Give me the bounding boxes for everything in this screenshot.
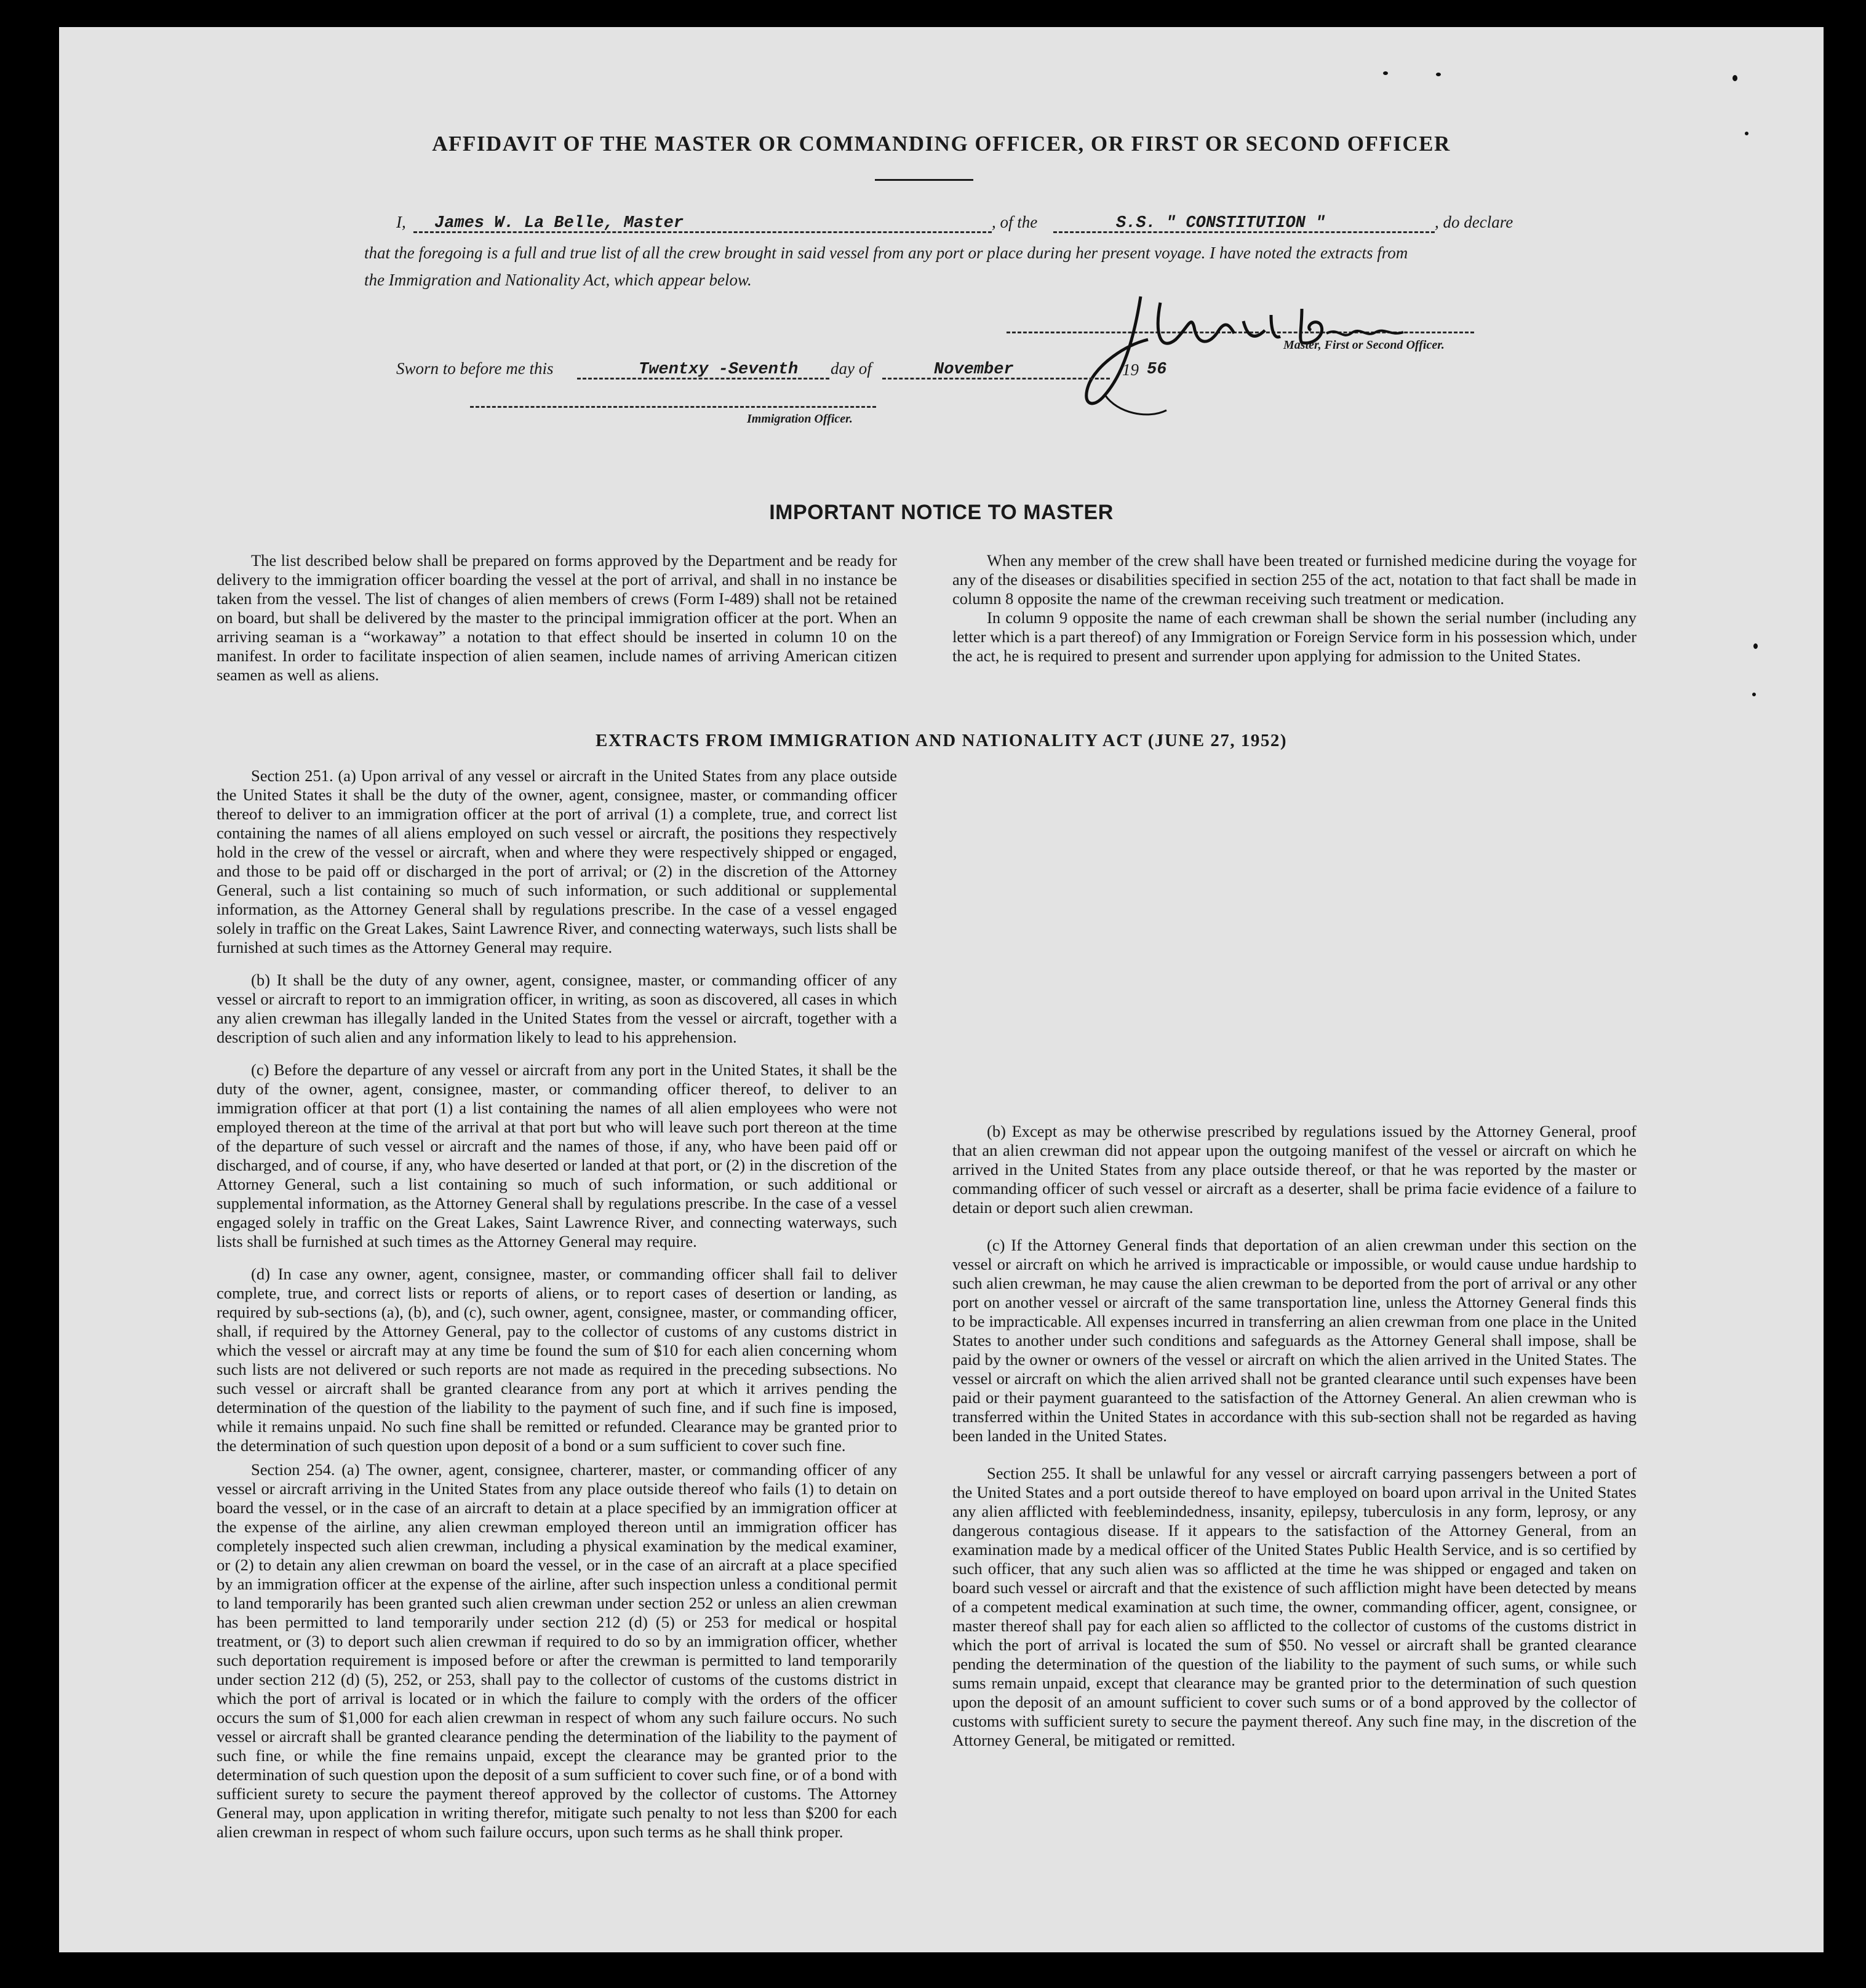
year-value: 56 <box>1147 360 1167 379</box>
day-of-label: day of <box>831 359 872 378</box>
declaration-line-3: the Immigration and Nationality Act, which appear below. <box>364 271 752 289</box>
scan-speck <box>1436 73 1441 76</box>
scan-speck <box>1732 75 1737 81</box>
sworn-label: Sworn to before me this <box>396 359 554 378</box>
notice-right-paragraph-2: In column 9 opposite the name of each crewman shall be shown the serial number (including any letter which is a part thereof) of any Immigration or Foreign Service form in his possession which, under the act, he is required to present and surrender upon applying for admission to the United States. <box>952 608 1637 665</box>
section-254c: (c) If the Attorney General finds that deportation of an alien crewman under this section on the vessel or aircraft on which he arrived is impracticable or impossible, or would cause undue hardship to such alien crewman, he may cause the alien crewman to be deported from the port of arrival or any other port on another vessel or aircraft of the same transportation line, unless the Attorney General finds this to be impracticable. All expenses incurred in transferring an alien crewman from one place in the United States to another under such conditions and safeguards as the Attorney General shall impose, shall be paid by the owner or owners of the vessel or aircraft on which the alien arrived in the United States. The vessel or aircraft on which the alien arrived shall not be granted clearance until such expenses have been paid or their payment guaranteed to the satisfaction of the Attorney General. An alien crewman who is transferred within the United States in accordance with this sub-section shall not be regarded as having been landed in the United States. <box>952 1236 1637 1445</box>
do-declare-label: , do declare <box>1435 213 1513 231</box>
section-255: Section 255. It shall be unlawful for any vessel or aircraft carrying passengers between a port of the United States and a port outside thereof to have employed on board upon arrival in the United States any alien afflicted with feeblemindedness, insanity, epilepsy, tuberculosis in any form, leprosy, or any dangerous contagious disease. If it appears to the satisfaction of the Attorney General, from an examination made by a medical officer of the United States Public Health Service, and is so certified by such officer, that any such alien was so afflicted at the time he was shipped or engaged and taken on board such vessel or aircraft and that the existence of such affliction might have been detected by means of a competent medical examination at such time, the owner, commanding officer, agent, consignee, or master thereof shall pay for each alien so afflicted to the collector of customs of the customs district in which the port of arrival is located the sum of $50. No vessel or aircraft shall be granted clearance pending the determination of the question of the liability to the payment of such sums, or while such sums remain unpaid, except that clearance may be granted prior to the determination of such question upon the deposit of an amount sufficient to cover such sums or of a bond approved by the collector of customs with sufficient surety to secure the payment thereof. Any such fine may, in the discretion of the Attorney General, be mitigated or remitted. <box>952 1464 1637 1749</box>
scan-speck <box>1752 693 1756 696</box>
extracts-title: EXTRACTS FROM IMMIGRATION AND NATIONALITY ACT (JUNE 27, 1952) <box>595 731 1288 750</box>
month-value: November <box>934 360 1014 379</box>
declaration-line-1 <box>396 213 1565 235</box>
section-251c: (c) Before the departure of any vessel or aircraft from any port in the United States, it shall be the duty of the owner, agent, consignee, master, or commanding officer thereof, to deliver to an immigration officer at that port (1) a list containing the names of all alien employees who were not employed thereon at the time of the arrival at that port but who will leave such port thereon at the time of the departure of such vessel or aircraft and the names of those, if any, who have been paid off or discharged, and of course, if any, who have deserted or landed at that port, or (2) in the discretion of the Attorney General, such a list containing so much of such information, or such additional or supplemental information, as the Attorney General shall by regulations prescribe. In the case of a vessel engaged solely in traffic on the Great Lakes, Saint Lawrence River, and connecting waterways, such lists shall be furnished at such times as the Attorney General may require. <box>217 1060 897 1250</box>
section-254b: (b) Except as may be otherwise prescribed by regulations issued by the Attorney General, proof that an alien crewman did not appear upon the outgoing manifest of the vessel or aircraft on which he arrived in the United States from any place outside thereof, or that he was reported by the master or commanding officer of such vessel or aircraft as a deserter, shall be prima facie evidence of a failure to detain or deport such alien crewman. <box>952 1122 1637 1217</box>
notice-left-column <box>217 551 897 685</box>
notice-right-paragraph-1: When any member of the crew shall have been treated or furnished medicine during the voyage for any of the diseases or disabilities specified in section 255 of the act, notation to that fact shall be made in column 8 opposite the name of the crewman receiving such treatment or medication. <box>952 551 1637 608</box>
extracts-right-column <box>952 1122 1637 1750</box>
day-value: Twentxy -Seventh <box>639 360 799 379</box>
notice-left-paragraph: The list described below shall be prepared on forms approved by the Department and be ready for delivery to the immigration officer boarding the vessel at the port of arrival, and shall in no instance be taken from the vessel. The list of changes of alien members of crews (Form I-489) shall not be retained on board, but shall be delivered by the master to the principal immigration officer at the port. When an arriving seaman is a “workaway” a notation to that effect should be inserted in column 10 on the manifest. In order to facilitate inspection of alien seamen, include names of arriving American citizen seamen as well as aliens. <box>217 551 897 684</box>
scan-speck <box>1745 132 1748 135</box>
of-the-label: , of the <box>992 213 1038 231</box>
section-251d: (d) In case any owner, agent, consignee, master, or commanding officer shall fail to deliver complete, true, and correct lists or reports of aliens, or to report cases of desertion or landing, as required by sub-sections (a), (b), and (c), such owner, agent, consignee, master, or commanding officer, shall, if required by the Attorney General, pay to the collector of customs of any customs district in which the vessel or aircraft may at any time be found the sum of $10 for each alien concerning whom such lists are not delivered or such reports are not made as required in the preceding subsections. No such vessel or aircraft shall be granted clearance from any port at which it arrives pending the determination of the question of the liability to the payment of such fine, and if such fine is imposed, while it remains unpaid. No such fine shall be remitted or refunded. Clearance may be granted prior to the determination of such question upon deposit of a bond or a sum sufficient to cover such fine. <box>217 1265 897 1455</box>
sworn-line <box>396 359 1258 381</box>
immigration-caption: Immigration Officer. <box>747 412 853 426</box>
immigration-officer-line <box>470 406 876 408</box>
section-251b: (b) It shall be the duty of any owner, agent, consignee, master, or commanding officer of any vessel or aircraft to report to an immigration officer, in writing, as soon as discovered, all cases in which any alien crewman has illegally landed in the United States from the vessel or aircraft, together with a description of such alien and any information likely to lead to his apprehension. <box>217 971 897 1046</box>
notice-title: IMPORTANT NOTICE TO MASTER <box>769 501 1114 524</box>
section-251a: Section 251. (a) Upon arrival of any vessel or aircraft in the United States from any place outside the United States it shall be the duty of the owner, agent, consignee, master, or commanding officer thereof to deliver to an immigration officer at the port of arrival (1) a complete, true, and correct list containing the names of all aliens employed on such vessel or aircraft, the positions they respectively hold in the crew of the vessel or aircraft, when and where they were respectively shipped or engaged, and those to be paid off or discharged in the port of arrival; or (2) in the discretion of the Attorney General, such a list containing so much of such information, or such additional or supplemental information, as the Attorney General shall by regulations prescribe. In the case of a vessel engaged solely in traffic on the Great Lakes, Saint Lawrence River, and connecting waterways, such lists shall be furnished at such times as the Attorney General may require. <box>217 766 897 956</box>
scan-speck <box>1383 71 1388 75</box>
declaration-line-2: that the foregoing is a full and true list of all the crew brought in said vessel from any port or place during her present voyage. I have noted the extracts from <box>364 244 1408 262</box>
document-page <box>59 27 1824 1952</box>
vessel-value: S.S. " CONSTITUTION " <box>1116 214 1326 233</box>
scan-speck <box>1753 643 1758 649</box>
master-caption: Master, First or Second Officer. <box>1283 338 1445 352</box>
title-underline <box>875 179 973 181</box>
extracts-left-column <box>217 766 897 1842</box>
affidavit-title: AFFIDAVIT OF THE MASTER OR COMMANDING OFFICER, OR FIRST OR SECOND OFFICER <box>432 132 1451 156</box>
declaration-i-label: I, <box>396 213 406 231</box>
notice-right-column <box>952 551 1637 666</box>
master-name-value: James W. La Belle, Master <box>434 214 684 233</box>
section-254a: Section 254. (a) The owner, agent, consignee, charterer, master, or commanding officer of any vessel or aircraft arriving in the United States from any place outside thereof who fails (1) to detain on board the vessel, or in the case of an aircraft to detain at a place specified by an immigration officer at the expense of the airline, any alien crewman employed thereon until an immigration officer has completely inspected such alien crewman, including a physical examination by the medical examiner, or (2) to detain any alien crewman on board the vessel, or in the case of an aircraft at a place specified by an immigration officer at the expense of the airline, after such inspection unless a conditional permit to land temporarily has been granted such alien crewman under section 252 or unless an alien crewman has been permitted to land temporarily under section 212 (d) (5) or 253 for medical or hospital treatment, or (3) to deport such alien crewman if required to do so by an immigration officer, whether such deportation requirement is imposed before or after the crewman is permitted to land temporarily under section 212 (d) (5), 252, or 253, shall pay to the collector of customs of the customs district in which the port of arrival is located or in which the failure to comply with the orders of the officer occurs the sum of $1,000 for each alien crewman in respect of whom any such failure occurs. No such vessel or aircraft shall be granted clearance pending the determination of the liability to the payment of such fine, or while the fine remains unpaid, except the clearance may be granted prior to the determination of such question upon the deposit of a sum sufficient to cover such fine, or of a bond with sufficient surety to secure the payment thereof approved by the collector of customs. The Attorney General may, upon application in writing therefor, mitigate such penalty to not less than $200 for each alien crewman in respect of whom such failure occurs, upon such terms as he shall think proper. <box>217 1460 897 1841</box>
year-prefix: 19 <box>1122 360 1139 379</box>
